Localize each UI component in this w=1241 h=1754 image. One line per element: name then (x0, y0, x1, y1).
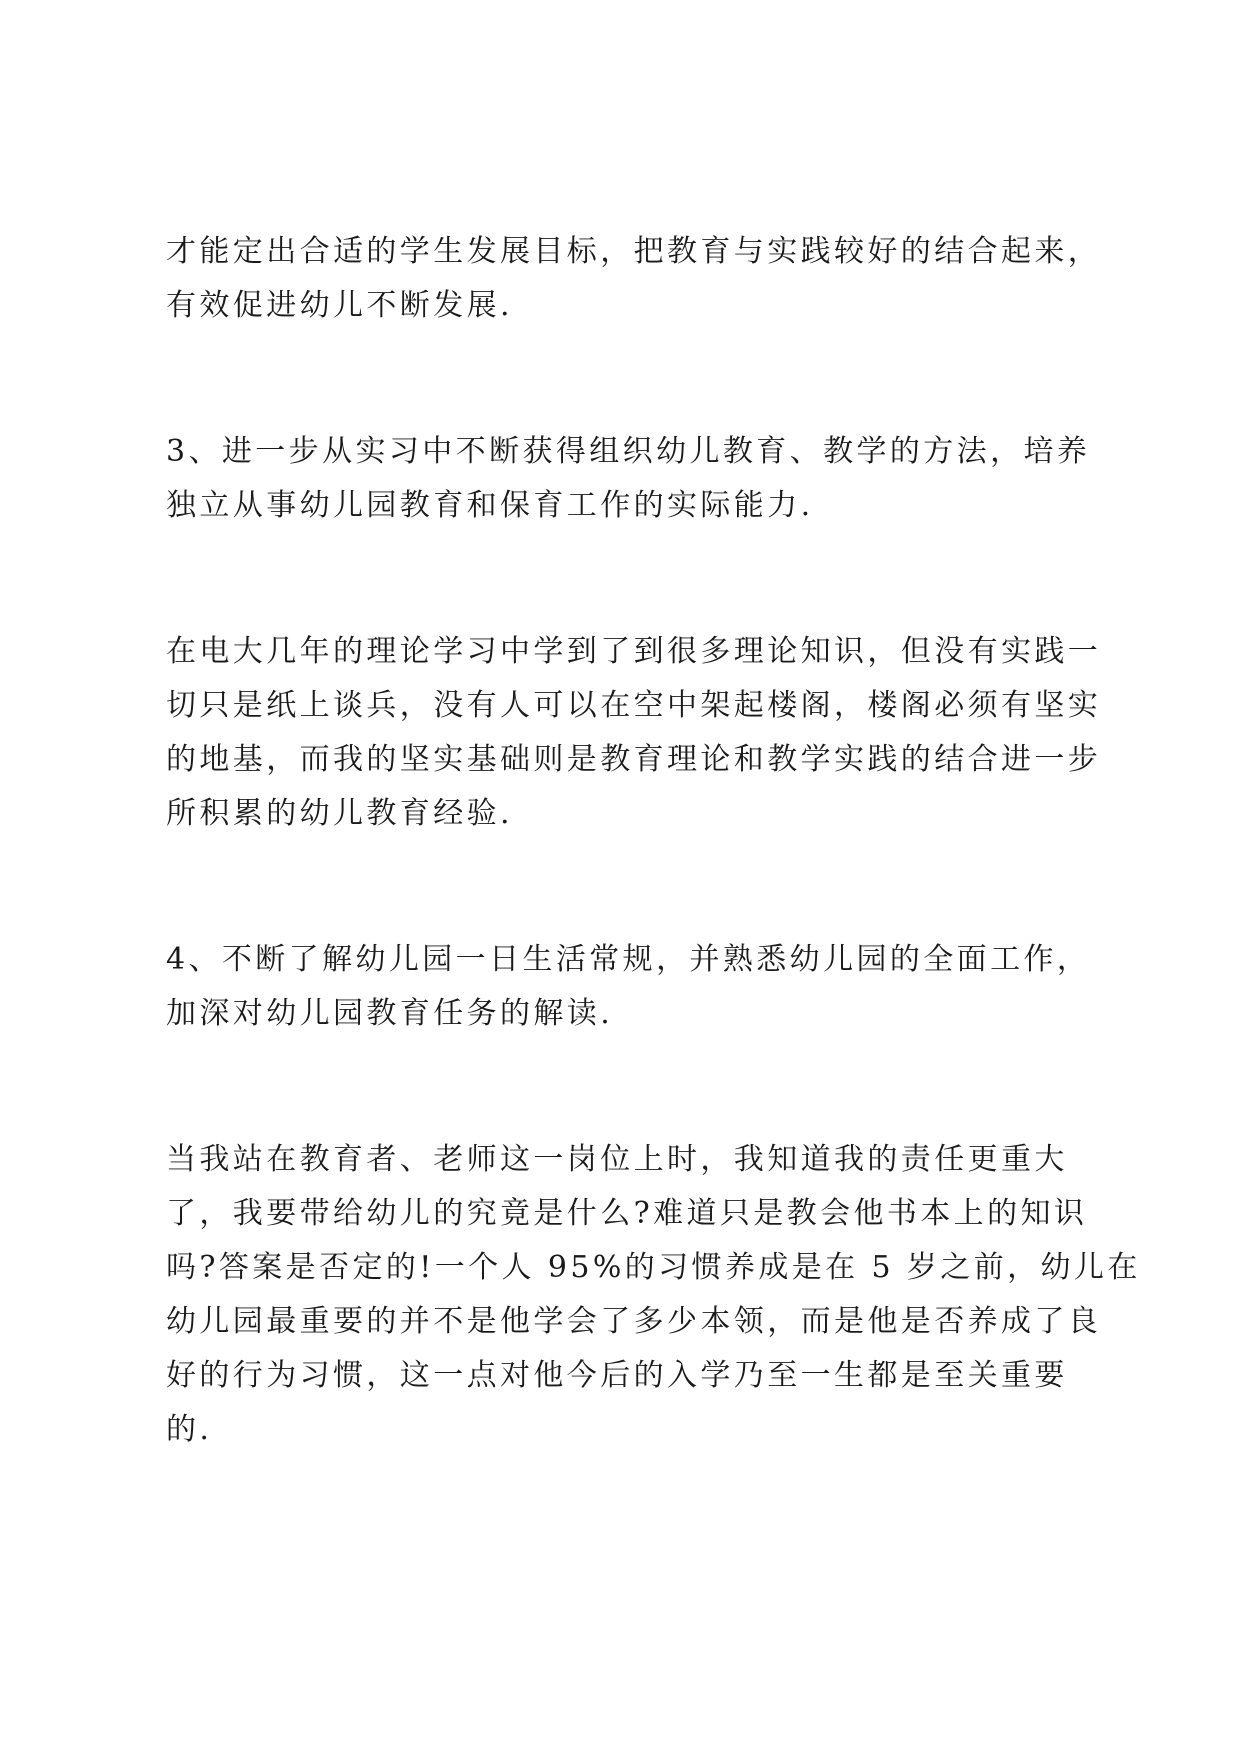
paragraph-4 (166, 933, 1096, 1041)
text-line: 的地基，而我的坚实基础则是教育理论和教学实践的结合进一步 (166, 742, 1102, 777)
paragraph-3 (166, 625, 1102, 841)
paragraph-2 (166, 425, 1096, 533)
text-line: 在电大几年的理论学习中学到了到很多理论知识，但没有实践一 (166, 634, 1102, 669)
text-line: 4、不断了解幼儿园一日生活常规，并熟悉幼儿园的全面工作， (166, 942, 1091, 977)
text-line: 当我站在教育者、老师这一岗位上时，我知道我的责任更重大 (166, 1142, 1068, 1177)
text-line: 加深对幼儿园教育任务的解读. (166, 996, 614, 1031)
text-line: 所积累的幼儿教育经验. (166, 796, 513, 831)
text-line: 的. (166, 1412, 213, 1447)
text-line: 有效促进幼儿不断发展. (166, 288, 513, 323)
paragraph-1 (166, 225, 1102, 333)
text-line: 切只是纸上谈兵，没有人可以在空中架起楼阁，楼阁必须有坚实 (166, 688, 1102, 723)
text-line: 吗?答案是否定的!一个人 95%的习惯养成是在 5 岁之前，幼儿在 (166, 1250, 1141, 1285)
text-line: 了，我要带给幼儿的究竟是什么?难道只是教会他书本上的知识 (166, 1196, 1088, 1231)
text-line: 3、进一步从实习中不断获得组织幼儿教育、教学的方法，培养 (166, 434, 1091, 469)
text-line: 才能定出合适的学生发展目标，把教育与实践较好的结合起来， (166, 234, 1102, 269)
text-line: 好的行为习惯，这一点对他今后的入学乃至一生都是至关重要 (166, 1358, 1068, 1393)
text-line: 独立从事幼儿园教育和保育工作的实际能力. (166, 488, 814, 523)
text-line: 幼儿园最重要的并不是他学会了多少本领，而是他是否养成了良 (166, 1304, 1102, 1339)
document-body (166, 225, 1141, 1549)
paragraph-5 (166, 1133, 1141, 1457)
